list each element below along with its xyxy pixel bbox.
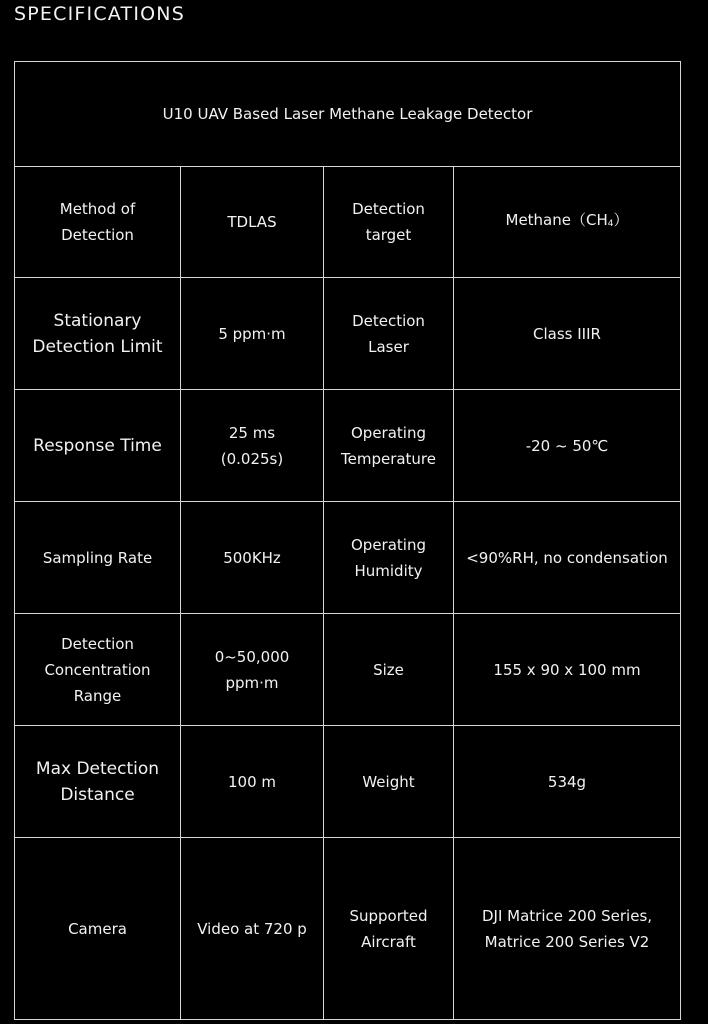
spec-value-weight: 534g bbox=[454, 726, 681, 838]
spec-value-detection-concentration-range: 0~50,000 ppm·m bbox=[181, 614, 324, 726]
table-title-row bbox=[15, 62, 681, 167]
table-row bbox=[15, 726, 681, 838]
spec-value-size: 155 x 90 x 100 mm bbox=[454, 614, 681, 726]
spec-label-detection-laser: Detection Laser bbox=[324, 278, 454, 390]
spec-value-operating-temperature: -20 ~ 50℃ bbox=[454, 390, 681, 502]
table-row bbox=[15, 502, 681, 614]
spec-value-response-time: 25 ms (0.025s) bbox=[181, 390, 324, 502]
spec-label-size: Size bbox=[324, 614, 454, 726]
table-row bbox=[15, 838, 681, 1020]
spec-value-detection-target: $Methane(CH_4)$ bbox=[454, 167, 681, 278]
spec-label-operating-humidity: Operating Humidity bbox=[324, 502, 454, 614]
spec-label-response-time: Response Time bbox=[15, 390, 181, 502]
spec-label-weight: Weight bbox=[324, 726, 454, 838]
page-heading: SPECIFICATIONS bbox=[14, 3, 185, 25]
spec-value-supported-aircraft: DJI Matrice 200 Series, Matrice 200 Series V2 bbox=[454, 838, 681, 1020]
spec-value-stationary-detection-limit: 5 ppm·m bbox=[181, 278, 324, 390]
spec-value-camera: Video at 720 p bbox=[181, 838, 324, 1020]
table-row bbox=[15, 614, 681, 726]
spec-value-detection-laser: Class IIIR bbox=[454, 278, 681, 390]
spec-value-method-of-detection: TDLAS bbox=[181, 167, 324, 278]
spec-label-detection-concentration-range: Detection Concentration Range bbox=[15, 614, 181, 726]
product-title: U10 UAV Based Laser Methane Leakage Detector bbox=[15, 62, 681, 167]
spec-label-max-detection-distance: Max Detection Distance bbox=[15, 726, 181, 838]
table-row bbox=[15, 167, 681, 278]
spec-label-operating-temperature: Operating Temperature bbox=[324, 390, 454, 502]
table-row bbox=[15, 278, 681, 390]
spec-label-supported-aircraft: Supported Aircraft bbox=[324, 838, 454, 1020]
spec-label-method-of-detection: Method of Detection bbox=[15, 167, 181, 278]
spec-value-max-detection-distance: 100 m bbox=[181, 726, 324, 838]
spec-label-detection-target: Detection target bbox=[324, 167, 454, 278]
spec-value-sampling-rate: 500KHz bbox=[181, 502, 324, 614]
spec-label-camera: Camera bbox=[15, 838, 181, 1020]
spec-label-sampling-rate: Sampling Rate bbox=[15, 502, 181, 614]
table-row bbox=[15, 390, 681, 502]
specifications-table bbox=[14, 61, 681, 1020]
spec-label-stationary-detection-limit: Stationary Detection Limit bbox=[15, 278, 181, 390]
spec-value-operating-humidity: <90%RH, no condensation bbox=[454, 502, 681, 614]
